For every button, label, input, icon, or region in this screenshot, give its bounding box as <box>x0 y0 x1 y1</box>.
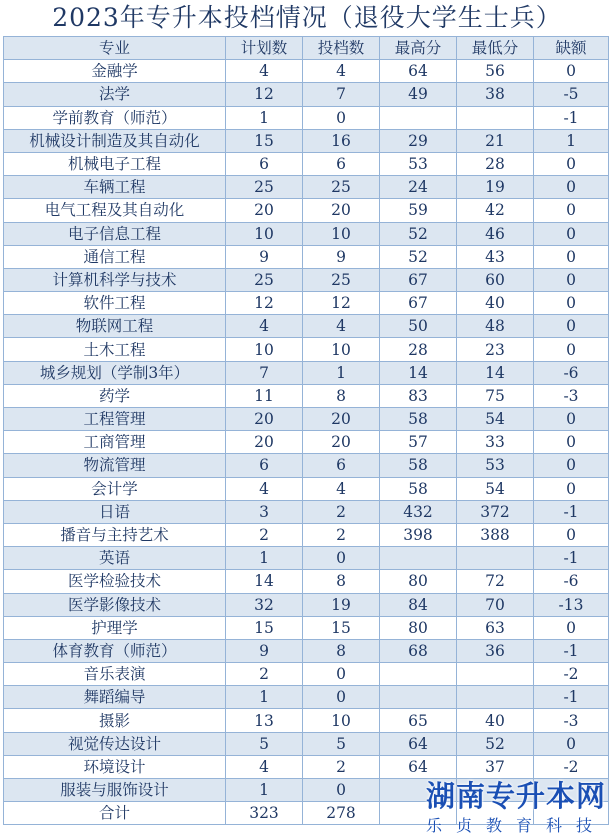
table-row <box>4 500 609 523</box>
cell-major: 医学影像技术 <box>4 593 226 616</box>
cell-admitted: 0 <box>303 686 380 709</box>
cell-max-score: 14 <box>380 361 457 384</box>
cell-admitted: 25 <box>303 176 380 199</box>
table-row <box>4 663 609 686</box>
table-body <box>4 60 609 825</box>
cell-min-score <box>457 106 534 129</box>
cell-min-score: 28 <box>457 152 534 175</box>
cell-admitted: 0 <box>303 547 380 570</box>
cell-plan: 20 <box>226 199 303 222</box>
cell-max-score <box>380 686 457 709</box>
table-row <box>4 176 609 199</box>
table-row <box>4 523 609 546</box>
cell-admitted: 10 <box>303 709 380 732</box>
cell-shortfall: 1 <box>534 129 609 152</box>
cell-admitted: 4 <box>303 315 380 338</box>
cell-admitted: 278 <box>303 802 380 825</box>
cell-major: 土木工程 <box>4 338 226 361</box>
cell-min-score: 19 <box>457 176 534 199</box>
cell-admitted: 20 <box>303 199 380 222</box>
cell-shortfall: 0 <box>534 732 609 755</box>
cell-shortfall: -3 <box>534 709 609 732</box>
table-row <box>4 686 609 709</box>
cell-max-score: 80 <box>380 616 457 639</box>
cell-admitted: 15 <box>303 616 380 639</box>
cell-admitted: 2 <box>303 755 380 778</box>
table-row <box>4 477 609 500</box>
cell-min-score <box>457 663 534 686</box>
cell-admitted: 19 <box>303 593 380 616</box>
cell-major: 摄影 <box>4 709 226 732</box>
cell-shortfall: 0 <box>534 315 609 338</box>
cell-shortfall: 0 <box>534 616 609 639</box>
cell-major: 通信工程 <box>4 245 226 268</box>
cell-admitted: 4 <box>303 477 380 500</box>
cell-major: 物联网工程 <box>4 315 226 338</box>
cell-major: 电子信息工程 <box>4 222 226 245</box>
cell-max-score: 64 <box>380 60 457 83</box>
cell-plan: 1 <box>226 686 303 709</box>
cell-min-score: 56 <box>457 60 534 83</box>
table-row <box>4 83 609 106</box>
cell-admitted: 4 <box>303 60 380 83</box>
cell-admitted: 25 <box>303 268 380 291</box>
cell-shortfall: -13 <box>534 593 609 616</box>
cell-admitted: 20 <box>303 431 380 454</box>
table-row <box>4 639 609 662</box>
cell-shortfall: 0 <box>534 292 609 315</box>
cell-max-score: 58 <box>380 408 457 431</box>
cell-plan: 10 <box>226 222 303 245</box>
cell-plan: 15 <box>226 616 303 639</box>
cell-min-score: 53 <box>457 454 534 477</box>
cell-plan: 9 <box>226 639 303 662</box>
cell-min-score: 54 <box>457 477 534 500</box>
cell-major: 城乡规划（学制3年） <box>4 361 226 384</box>
table-row <box>4 755 609 778</box>
cell-plan: 4 <box>226 315 303 338</box>
page-title: 2023年专升本投档情况（退役大学生士兵） <box>52 3 562 32</box>
table-row <box>4 338 609 361</box>
cell-admitted: 0 <box>303 663 380 686</box>
cell-shortfall: 0 <box>534 245 609 268</box>
admission-table <box>3 36 609 825</box>
cell-plan: 20 <box>226 408 303 431</box>
cell-min-score: 43 <box>457 245 534 268</box>
cell-max-score: 29 <box>380 129 457 152</box>
cell-admitted: 7 <box>303 83 380 106</box>
cell-plan: 1 <box>226 547 303 570</box>
header-max-score: 最高分 <box>380 37 457 60</box>
cell-min-score: 37 <box>457 755 534 778</box>
cell-shortfall: 0 <box>534 477 609 500</box>
table-row <box>4 732 609 755</box>
cell-max-score: 50 <box>380 315 457 338</box>
header-plan: 计划数 <box>226 37 303 60</box>
cell-admitted: 20 <box>303 408 380 431</box>
cell-plan: 12 <box>226 83 303 106</box>
cell-min-score: 72 <box>457 570 534 593</box>
cell-major: 播音与主持艺术 <box>4 523 226 546</box>
cell-major: 服装与服饰设计 <box>4 779 226 802</box>
cell-admitted: 2 <box>303 500 380 523</box>
cell-plan: 6 <box>226 152 303 175</box>
cell-major: 音乐表演 <box>4 663 226 686</box>
cell-plan: 1 <box>226 779 303 802</box>
watermark-main-text: 湖南专升本网 <box>425 779 606 813</box>
cell-shortfall: 0 <box>534 222 609 245</box>
cell-max-score <box>380 663 457 686</box>
cell-max-score: 57 <box>380 431 457 454</box>
cell-admitted: 2 <box>303 523 380 546</box>
cell-min-score: 42 <box>457 199 534 222</box>
cell-admitted: 0 <box>303 779 380 802</box>
table-row <box>4 384 609 407</box>
cell-admitted: 8 <box>303 570 380 593</box>
cell-major: 工程管理 <box>4 408 226 431</box>
cell-major: 英语 <box>4 547 226 570</box>
table-row <box>4 616 609 639</box>
cell-max-score <box>380 106 457 129</box>
cell-max-score: 80 <box>380 570 457 593</box>
cell-max-score: 398 <box>380 523 457 546</box>
cell-max-score: 83 <box>380 384 457 407</box>
cell-major: 体育教育（师范） <box>4 639 226 662</box>
cell-plan: 12 <box>226 292 303 315</box>
cell-major: 学前教育（师范） <box>4 106 226 129</box>
cell-plan: 9 <box>226 245 303 268</box>
cell-admitted: 10 <box>303 338 380 361</box>
cell-plan: 15 <box>226 129 303 152</box>
cell-major: 日语 <box>4 500 226 523</box>
cell-plan: 6 <box>226 454 303 477</box>
cell-min-score: 40 <box>457 709 534 732</box>
cell-shortfall: -1 <box>534 639 609 662</box>
cell-min-score: 33 <box>457 431 534 454</box>
cell-min-score: 46 <box>457 222 534 245</box>
cell-plan: 4 <box>226 60 303 83</box>
cell-major: 会计学 <box>4 477 226 500</box>
cell-plan: 14 <box>226 570 303 593</box>
table-row <box>4 454 609 477</box>
cell-shortfall: 0 <box>534 523 609 546</box>
cell-min-score: 63 <box>457 616 534 639</box>
cell-max-score <box>380 547 457 570</box>
cell-max-score: 67 <box>380 292 457 315</box>
cell-max-score: 67 <box>380 268 457 291</box>
cell-min-score: 40 <box>457 292 534 315</box>
cell-admitted: 0 <box>303 106 380 129</box>
cell-major: 机械电子工程 <box>4 152 226 175</box>
cell-major: 舞蹈编导 <box>4 686 226 709</box>
cell-plan: 4 <box>226 477 303 500</box>
header-shortfall: 缺额 <box>534 37 609 60</box>
cell-min-score: 54 <box>457 408 534 431</box>
cell-admitted: 8 <box>303 384 380 407</box>
cell-admitted: 5 <box>303 732 380 755</box>
cell-plan: 10 <box>226 338 303 361</box>
cell-min-score <box>457 686 534 709</box>
cell-shortfall: 0 <box>534 454 609 477</box>
table-row <box>4 361 609 384</box>
table-row <box>4 315 609 338</box>
cell-major: 法学 <box>4 83 226 106</box>
cell-min-score: 36 <box>457 639 534 662</box>
cell-min-score: 21 <box>457 129 534 152</box>
cell-plan: 7 <box>226 361 303 384</box>
cell-major: 物流管理 <box>4 454 226 477</box>
cell-max-score: 53 <box>380 152 457 175</box>
table-row <box>4 547 609 570</box>
cell-major: 机械设计制造及其自动化 <box>4 129 226 152</box>
cell-min-score: 372 <box>457 500 534 523</box>
cell-max-score: 24 <box>380 176 457 199</box>
cell-shortfall: -5 <box>534 83 609 106</box>
cell-shortfall: -3 <box>534 384 609 407</box>
cell-plan: 2 <box>226 663 303 686</box>
cell-max-score: 52 <box>380 222 457 245</box>
table-row <box>4 593 609 616</box>
cell-shortfall: -1 <box>534 547 609 570</box>
cell-shortfall: 0 <box>534 60 609 83</box>
table-row <box>4 570 609 593</box>
table-row <box>4 431 609 454</box>
cell-admitted: 6 <box>303 454 380 477</box>
cell-shortfall: -6 <box>534 361 609 384</box>
cell-major: 合计 <box>4 802 226 825</box>
table-row <box>4 129 609 152</box>
header-min-score: 最低分 <box>457 37 534 60</box>
cell-major: 电气工程及其自动化 <box>4 199 226 222</box>
table-row <box>4 268 609 291</box>
cell-admitted: 10 <box>303 222 380 245</box>
header-admitted: 投档数 <box>303 37 380 60</box>
cell-max-score: 68 <box>380 639 457 662</box>
cell-plan: 4 <box>226 755 303 778</box>
cell-major: 环境设计 <box>4 755 226 778</box>
cell-max-score: 59 <box>380 199 457 222</box>
cell-min-score: 60 <box>457 268 534 291</box>
table-row <box>4 709 609 732</box>
cell-max-score: 58 <box>380 454 457 477</box>
cell-admitted: 8 <box>303 639 380 662</box>
watermark-sub-text: 乐贞教育科技 <box>425 816 606 835</box>
cell-major: 医学检验技术 <box>4 570 226 593</box>
cell-max-score: 52 <box>380 245 457 268</box>
cell-major: 计算机科学与技术 <box>4 268 226 291</box>
cell-shortfall: -1 <box>534 686 609 709</box>
cell-shortfall: 0 <box>534 431 609 454</box>
cell-min-score: 14 <box>457 361 534 384</box>
cell-plan: 13 <box>226 709 303 732</box>
cell-major: 护理学 <box>4 616 226 639</box>
cell-plan: 5 <box>226 732 303 755</box>
header-row <box>4 37 609 60</box>
cell-max-score: 49 <box>380 83 457 106</box>
cell-shortfall: -1 <box>534 106 609 129</box>
cell-max-score: 65 <box>380 709 457 732</box>
table-row <box>4 152 609 175</box>
cell-major: 金融学 <box>4 60 226 83</box>
cell-admitted: 16 <box>303 129 380 152</box>
cell-major: 药学 <box>4 384 226 407</box>
cell-shortfall: -1 <box>534 500 609 523</box>
table-row <box>4 199 609 222</box>
cell-plan: 2 <box>226 523 303 546</box>
cell-min-score: 23 <box>457 338 534 361</box>
cell-plan: 20 <box>226 431 303 454</box>
cell-max-score: 64 <box>380 755 457 778</box>
cell-plan: 25 <box>226 268 303 291</box>
table-row <box>4 60 609 83</box>
table-row <box>4 222 609 245</box>
cell-max-score: 28 <box>380 338 457 361</box>
cell-admitted: 9 <box>303 245 380 268</box>
cell-shortfall: -2 <box>534 663 609 686</box>
table-row <box>4 408 609 431</box>
cell-plan: 3 <box>226 500 303 523</box>
site-watermark-logo <box>418 779 614 838</box>
cell-major: 软件工程 <box>4 292 226 315</box>
cell-max-score: 64 <box>380 732 457 755</box>
cell-shortfall: 0 <box>534 152 609 175</box>
cell-min-score: 48 <box>457 315 534 338</box>
cell-admitted: 1 <box>303 361 380 384</box>
cell-shortfall: -2 <box>534 755 609 778</box>
cell-major: 工商管理 <box>4 431 226 454</box>
table-row <box>4 245 609 268</box>
cell-max-score: 84 <box>380 593 457 616</box>
cell-max-score: 58 <box>380 477 457 500</box>
cell-min-score: 388 <box>457 523 534 546</box>
cell-shortfall: 0 <box>534 176 609 199</box>
cell-min-score: 52 <box>457 732 534 755</box>
cell-major: 视觉传达设计 <box>4 732 226 755</box>
cell-plan: 11 <box>226 384 303 407</box>
cell-max-score: 432 <box>380 500 457 523</box>
cell-min-score: 70 <box>457 593 534 616</box>
header-major: 专业 <box>4 37 226 60</box>
cell-shortfall: -6 <box>534 570 609 593</box>
cell-admitted: 6 <box>303 152 380 175</box>
cell-min-score: 38 <box>457 83 534 106</box>
cell-admitted: 12 <box>303 292 380 315</box>
table-row <box>4 106 609 129</box>
cell-shortfall: 0 <box>534 408 609 431</box>
cell-shortfall: 0 <box>534 338 609 361</box>
table-row <box>4 292 609 315</box>
cell-plan: 1 <box>226 106 303 129</box>
cell-shortfall: 0 <box>534 268 609 291</box>
cell-min-score: 75 <box>457 384 534 407</box>
cell-min-score <box>457 547 534 570</box>
cell-plan: 32 <box>226 593 303 616</box>
cell-shortfall: 0 <box>534 199 609 222</box>
cell-plan: 323 <box>226 802 303 825</box>
cell-plan: 25 <box>226 176 303 199</box>
cell-major: 车辆工程 <box>4 176 226 199</box>
